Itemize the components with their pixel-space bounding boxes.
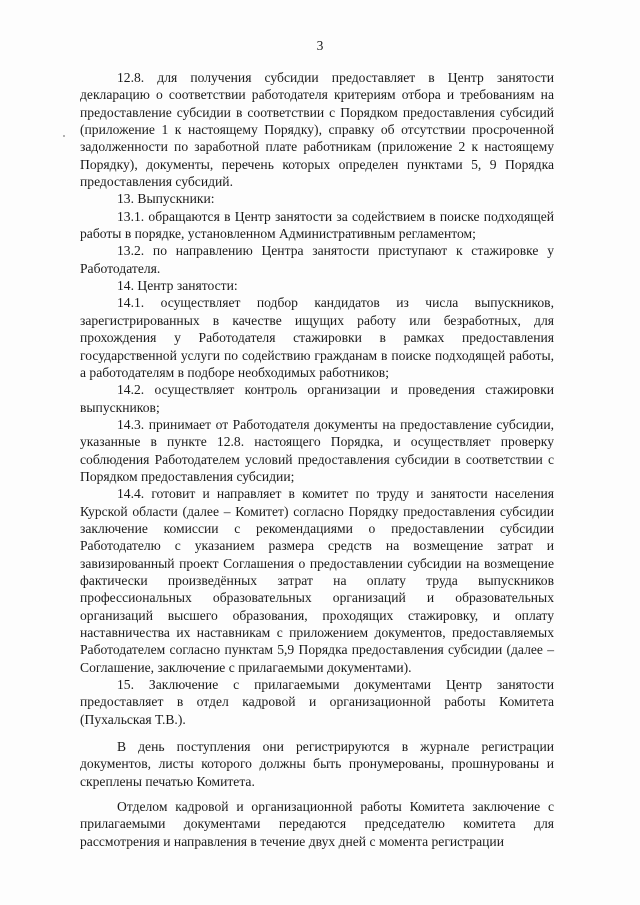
document-body bbox=[80, 69, 554, 850]
scan-artifact bbox=[63, 135, 65, 137]
paragraph-14-4: 14.4. готовит и направляет в комитет по труду и занятости населения Курской области (далее – Комитет) согласно Порядку предоставления субсидии заключение комиссии с рекомендациями о предоставлении субсидии Работодателю с указанием размера средств на возмещение затрат и завизированный проект Соглашения о предоставлении субсидии на возмещение фактически произведённых затрат на оплату труда выпускников профессиональных образовательных организаций и образовательных организаций высшего образования, проходящих стажировку, и оплату наставничества их наставникам с приложением документов, предоставляемых Работодателем согласно пунктам 5,9 Порядка предоставления субсидии (далее – Соглашение, заключение с прилагаемыми документами). bbox=[80, 486, 554, 675]
paragraph-13: 13. Выпускники: bbox=[117, 191, 215, 207]
paragraph-13-2: 13.2. по направлению Центра занятости приступают к стажировке у Работодателя. bbox=[80, 243, 554, 276]
paragraph-transfer: Отделом кадровой и организационной работы Комитета заключение с прилагаемыми документами передаются председателю комитета для рассмотрения и направления в течение двух дней с момента регистрации bbox=[80, 799, 554, 849]
paragraph-14: 14. Центр занятости: bbox=[117, 278, 238, 294]
paragraph-13-1: 13.1. обращаются в Центр занятости за содействием в поиске подходящей работы в порядке, установленном Административным регламентом; bbox=[80, 208, 554, 242]
paragraph-12-8: 12.8. для получения субсидии предоставляет в Центр занятости декларацию о соответствии работодателя критериям отбора и требованиям на предоставление субсидии в соответствии с Порядком предоставления субсидий (приложение 1 к настоящему Порядку), справку об отсутствии просроченной задолженности по заработной плате работникам (приложение 2 к настоящему Порядку), документы, перечень которых определен пунктами 5, 9 Порядка предоставления субсидий. bbox=[80, 70, 554, 190]
paragraph-14-1: 14.1. осуществляет подбор кандидатов из числа выпускников, зарегистрированных в качестве ищущих работу или безработных, для прохождения у Работодателя стажировки в рамках предоставления государственной услуги по содействию гражданам в поиске подходящей работы, а работодателям в подборе необходимых работников; bbox=[80, 295, 554, 380]
paragraph-14-2: 14.2. осуществляет контроль организации и проведения стажировки выпускников; bbox=[80, 382, 554, 415]
paragraph-15: 15. Заключение с прилагаемыми документами Центр занятости предоставляет в отдел кадровой и организационной работы Комитета (Пухальская Т.В.). bbox=[80, 677, 554, 727]
paragraph-14-3: 14.3. принимает от Работодателя документы на предоставление субсидии, указанные в пункте 12.8. настоящего Порядка, и осуществляет проверку соблюдения Работодателем условий предоставления субсидии в соответствии с Порядком предоставления субсидии; bbox=[80, 416, 554, 484]
page-number: 3 bbox=[316, 38, 324, 53]
paragraph-registration: В день поступления они регистрируются в журнале регистрации документов, листы которого должны быть пронумерованы, прошнурованы и скреплены печатью Комитета. bbox=[80, 739, 554, 789]
